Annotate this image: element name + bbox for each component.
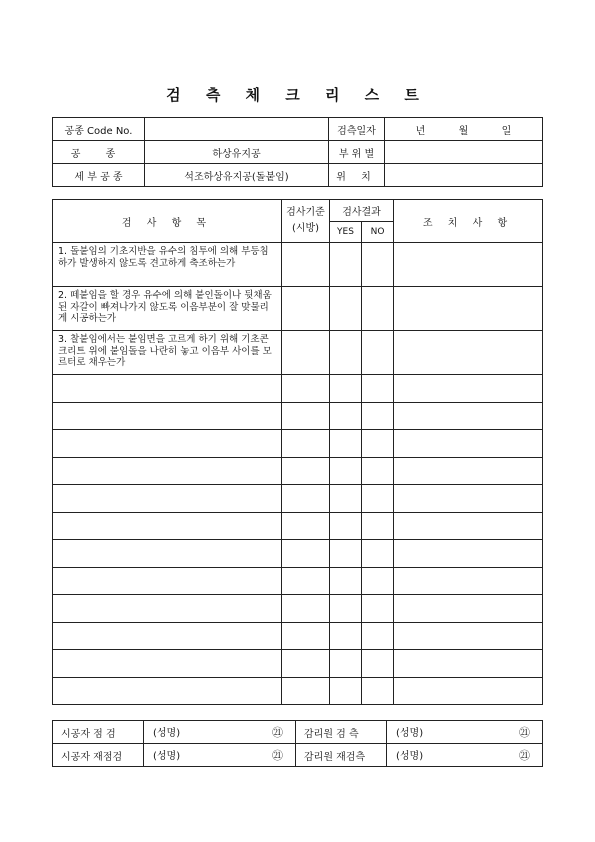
col-header-yes: YES — [330, 222, 362, 243]
checklist-row — [53, 457, 543, 485]
checklist-row — [53, 243, 543, 287]
standard-cell[interactable] — [282, 402, 330, 430]
no-cell[interactable] — [362, 512, 394, 540]
standard-cell[interactable] — [282, 540, 330, 568]
no-cell[interactable] — [362, 331, 394, 375]
work-type-field[interactable]: 하상유지공 — [145, 141, 329, 164]
work-code-label: 공종 Code No. — [53, 118, 145, 141]
yes-cell[interactable] — [330, 567, 362, 595]
action-cell[interactable] — [394, 457, 543, 485]
checklist-item-text — [53, 677, 282, 705]
no-cell[interactable] — [362, 650, 394, 678]
no-cell[interactable] — [362, 287, 394, 331]
checklist-item-text — [53, 485, 282, 513]
action-cell[interactable] — [394, 677, 543, 705]
signature-table — [52, 720, 543, 767]
yes-cell[interactable] — [330, 540, 362, 568]
checklist-row — [53, 595, 543, 623]
yes-cell[interactable] — [330, 287, 362, 331]
col-header-standard-text: 검사기준 — [286, 207, 325, 218]
action-cell[interactable] — [394, 430, 543, 458]
yes-cell[interactable] — [330, 375, 362, 403]
col-header-standard-sub: (시방) — [291, 223, 320, 234]
action-cell[interactable] — [394, 622, 543, 650]
col-header-action: 조 치 사 항 — [394, 200, 543, 243]
standard-cell[interactable] — [282, 677, 330, 705]
checklist-row — [53, 402, 543, 430]
checklist-item-text — [53, 622, 282, 650]
contractor-recheck-sign[interactable] — [144, 744, 296, 767]
seal-mark: ㉑ — [272, 749, 283, 762]
checklist-row — [53, 430, 543, 458]
checklist-row — [53, 287, 543, 331]
action-cell[interactable] — [394, 595, 543, 623]
yes-cell[interactable] — [330, 430, 362, 458]
checklist-row — [53, 331, 543, 375]
contractor-check-label: 시공자 점 검 — [53, 721, 144, 744]
name-placeholder: (성명) — [153, 728, 181, 739]
col-header-no: NO — [362, 222, 394, 243]
no-cell[interactable] — [362, 375, 394, 403]
checklist-row — [53, 485, 543, 513]
no-cell[interactable] — [362, 485, 394, 513]
col-header-result: 검사결과 — [330, 200, 394, 222]
section-field[interactable] — [385, 141, 543, 164]
col-header-standard — [282, 200, 330, 243]
detail-work-label: 세 부 공 종 — [53, 164, 145, 187]
seal-mark: ㉑ — [519, 749, 530, 762]
checklist-row — [53, 650, 543, 678]
checklist-item-text — [53, 512, 282, 540]
checklist-item-text — [53, 567, 282, 595]
col-header-item: 검 사 항 목 — [53, 200, 282, 243]
checklist-item-text — [53, 595, 282, 623]
checklist-item-text: 2. 떼붙임을 할 경우 유수에 의해 붙인돌이나 뒷채움된 자갈이 빠져나가지 않도록 이음부분이 잘 맞물리게 시공하는가 — [53, 287, 282, 331]
checklist-item-text — [53, 375, 282, 403]
checklist-item-text — [53, 430, 282, 458]
action-cell[interactable] — [394, 402, 543, 430]
checklist-row — [53, 567, 543, 595]
checklist-row — [53, 677, 543, 705]
section-label: 부 위 별 — [329, 141, 385, 164]
no-cell[interactable] — [362, 567, 394, 595]
contractor-check-sign[interactable] — [144, 721, 296, 744]
standard-cell[interactable] — [282, 430, 330, 458]
standard-cell[interactable] — [282, 595, 330, 623]
checklist-row — [53, 375, 543, 403]
standard-cell[interactable] — [282, 375, 330, 403]
no-cell[interactable] — [362, 540, 394, 568]
action-cell[interactable] — [394, 485, 543, 513]
contractor-recheck-label: 시공자 재점검 — [53, 744, 144, 767]
no-cell[interactable] — [362, 243, 394, 287]
yes-cell[interactable] — [330, 402, 362, 430]
yes-cell[interactable] — [330, 650, 362, 678]
detail-work-field[interactable]: 석조하상유지공(돌붙임) — [145, 164, 329, 187]
inspection-date-label: 검측일자 — [329, 118, 385, 141]
standard-cell[interactable] — [282, 622, 330, 650]
action-cell[interactable] — [394, 540, 543, 568]
action-cell[interactable] — [394, 567, 543, 595]
checklist-item-text — [53, 457, 282, 485]
yes-cell[interactable] — [330, 331, 362, 375]
standard-cell[interactable] — [282, 331, 330, 375]
yes-cell[interactable] — [330, 595, 362, 623]
no-cell[interactable] — [362, 430, 394, 458]
checklist-item-text: 3. 찰붙임에서는 붙임면을 고르게 하기 위해 기초콘크리트 위에 붙임돌을 나란히 놓고 이음부 사이를 모르터로 채우는가 — [53, 331, 282, 375]
supervisor-recheck-label: 감리원 재검측 — [296, 744, 387, 767]
no-cell[interactable] — [362, 595, 394, 623]
checklist-rows — [53, 243, 543, 705]
action-cell[interactable] — [394, 331, 543, 375]
no-cell[interactable] — [362, 402, 394, 430]
checklist-item-text — [53, 650, 282, 678]
standard-cell[interactable] — [282, 650, 330, 678]
action-cell[interactable] — [394, 375, 543, 403]
action-cell[interactable] — [394, 287, 543, 331]
standard-cell[interactable] — [282, 567, 330, 595]
no-cell[interactable] — [362, 677, 394, 705]
checklist-row — [53, 622, 543, 650]
date-day-unit: 일 — [501, 125, 512, 137]
checklist-row — [53, 512, 543, 540]
yes-cell[interactable] — [330, 677, 362, 705]
standard-cell[interactable] — [282, 485, 330, 513]
yes-cell[interactable] — [330, 457, 362, 485]
supervisor-check-label: 감리원 검 측 — [296, 721, 387, 744]
yes-cell[interactable] — [330, 512, 362, 540]
checklist-item-text: 1. 돌붙임의 기초지반을 유수의 침투에 의해 부등침하가 발생하지 않도록 견고하게 축조하는가 — [53, 243, 282, 287]
yes-cell[interactable] — [330, 485, 362, 513]
date-year-unit: 년 — [415, 125, 426, 137]
header-info-table — [52, 117, 543, 187]
action-cell[interactable] — [394, 512, 543, 540]
action-cell[interactable] — [394, 650, 543, 678]
supervisor-recheck-sign[interactable] — [387, 744, 543, 767]
name-placeholder: (성명) — [153, 751, 181, 762]
checklist-table — [52, 199, 543, 705]
location-field[interactable] — [385, 164, 543, 187]
name-placeholder: (성명) — [396, 751, 424, 762]
yes-cell[interactable] — [330, 622, 362, 650]
inspection-date-field[interactable] — [385, 118, 543, 141]
checklist-item-text — [53, 402, 282, 430]
name-placeholder: (성명) — [396, 728, 424, 739]
supervisor-check-sign[interactable] — [387, 721, 543, 744]
standard-cell[interactable] — [282, 243, 330, 287]
standard-cell[interactable] — [282, 457, 330, 485]
date-month-unit: 월 — [458, 125, 469, 137]
location-label: 위 치 — [329, 164, 385, 187]
seal-mark: ㉑ — [519, 726, 530, 739]
action-cell[interactable] — [394, 243, 543, 287]
checklist-row — [53, 540, 543, 568]
seal-mark: ㉑ — [272, 726, 283, 739]
standard-cell[interactable] — [282, 287, 330, 331]
no-cell[interactable] — [362, 622, 394, 650]
standard-cell[interactable] — [282, 512, 330, 540]
work-type-label: 공 종 — [53, 141, 145, 164]
checklist-item-text — [53, 540, 282, 568]
yes-cell[interactable] — [330, 243, 362, 287]
page-title: 검 측 체 크 리 스 트 — [166, 86, 429, 104]
work-code-field[interactable] — [145, 118, 329, 141]
no-cell[interactable] — [362, 457, 394, 485]
